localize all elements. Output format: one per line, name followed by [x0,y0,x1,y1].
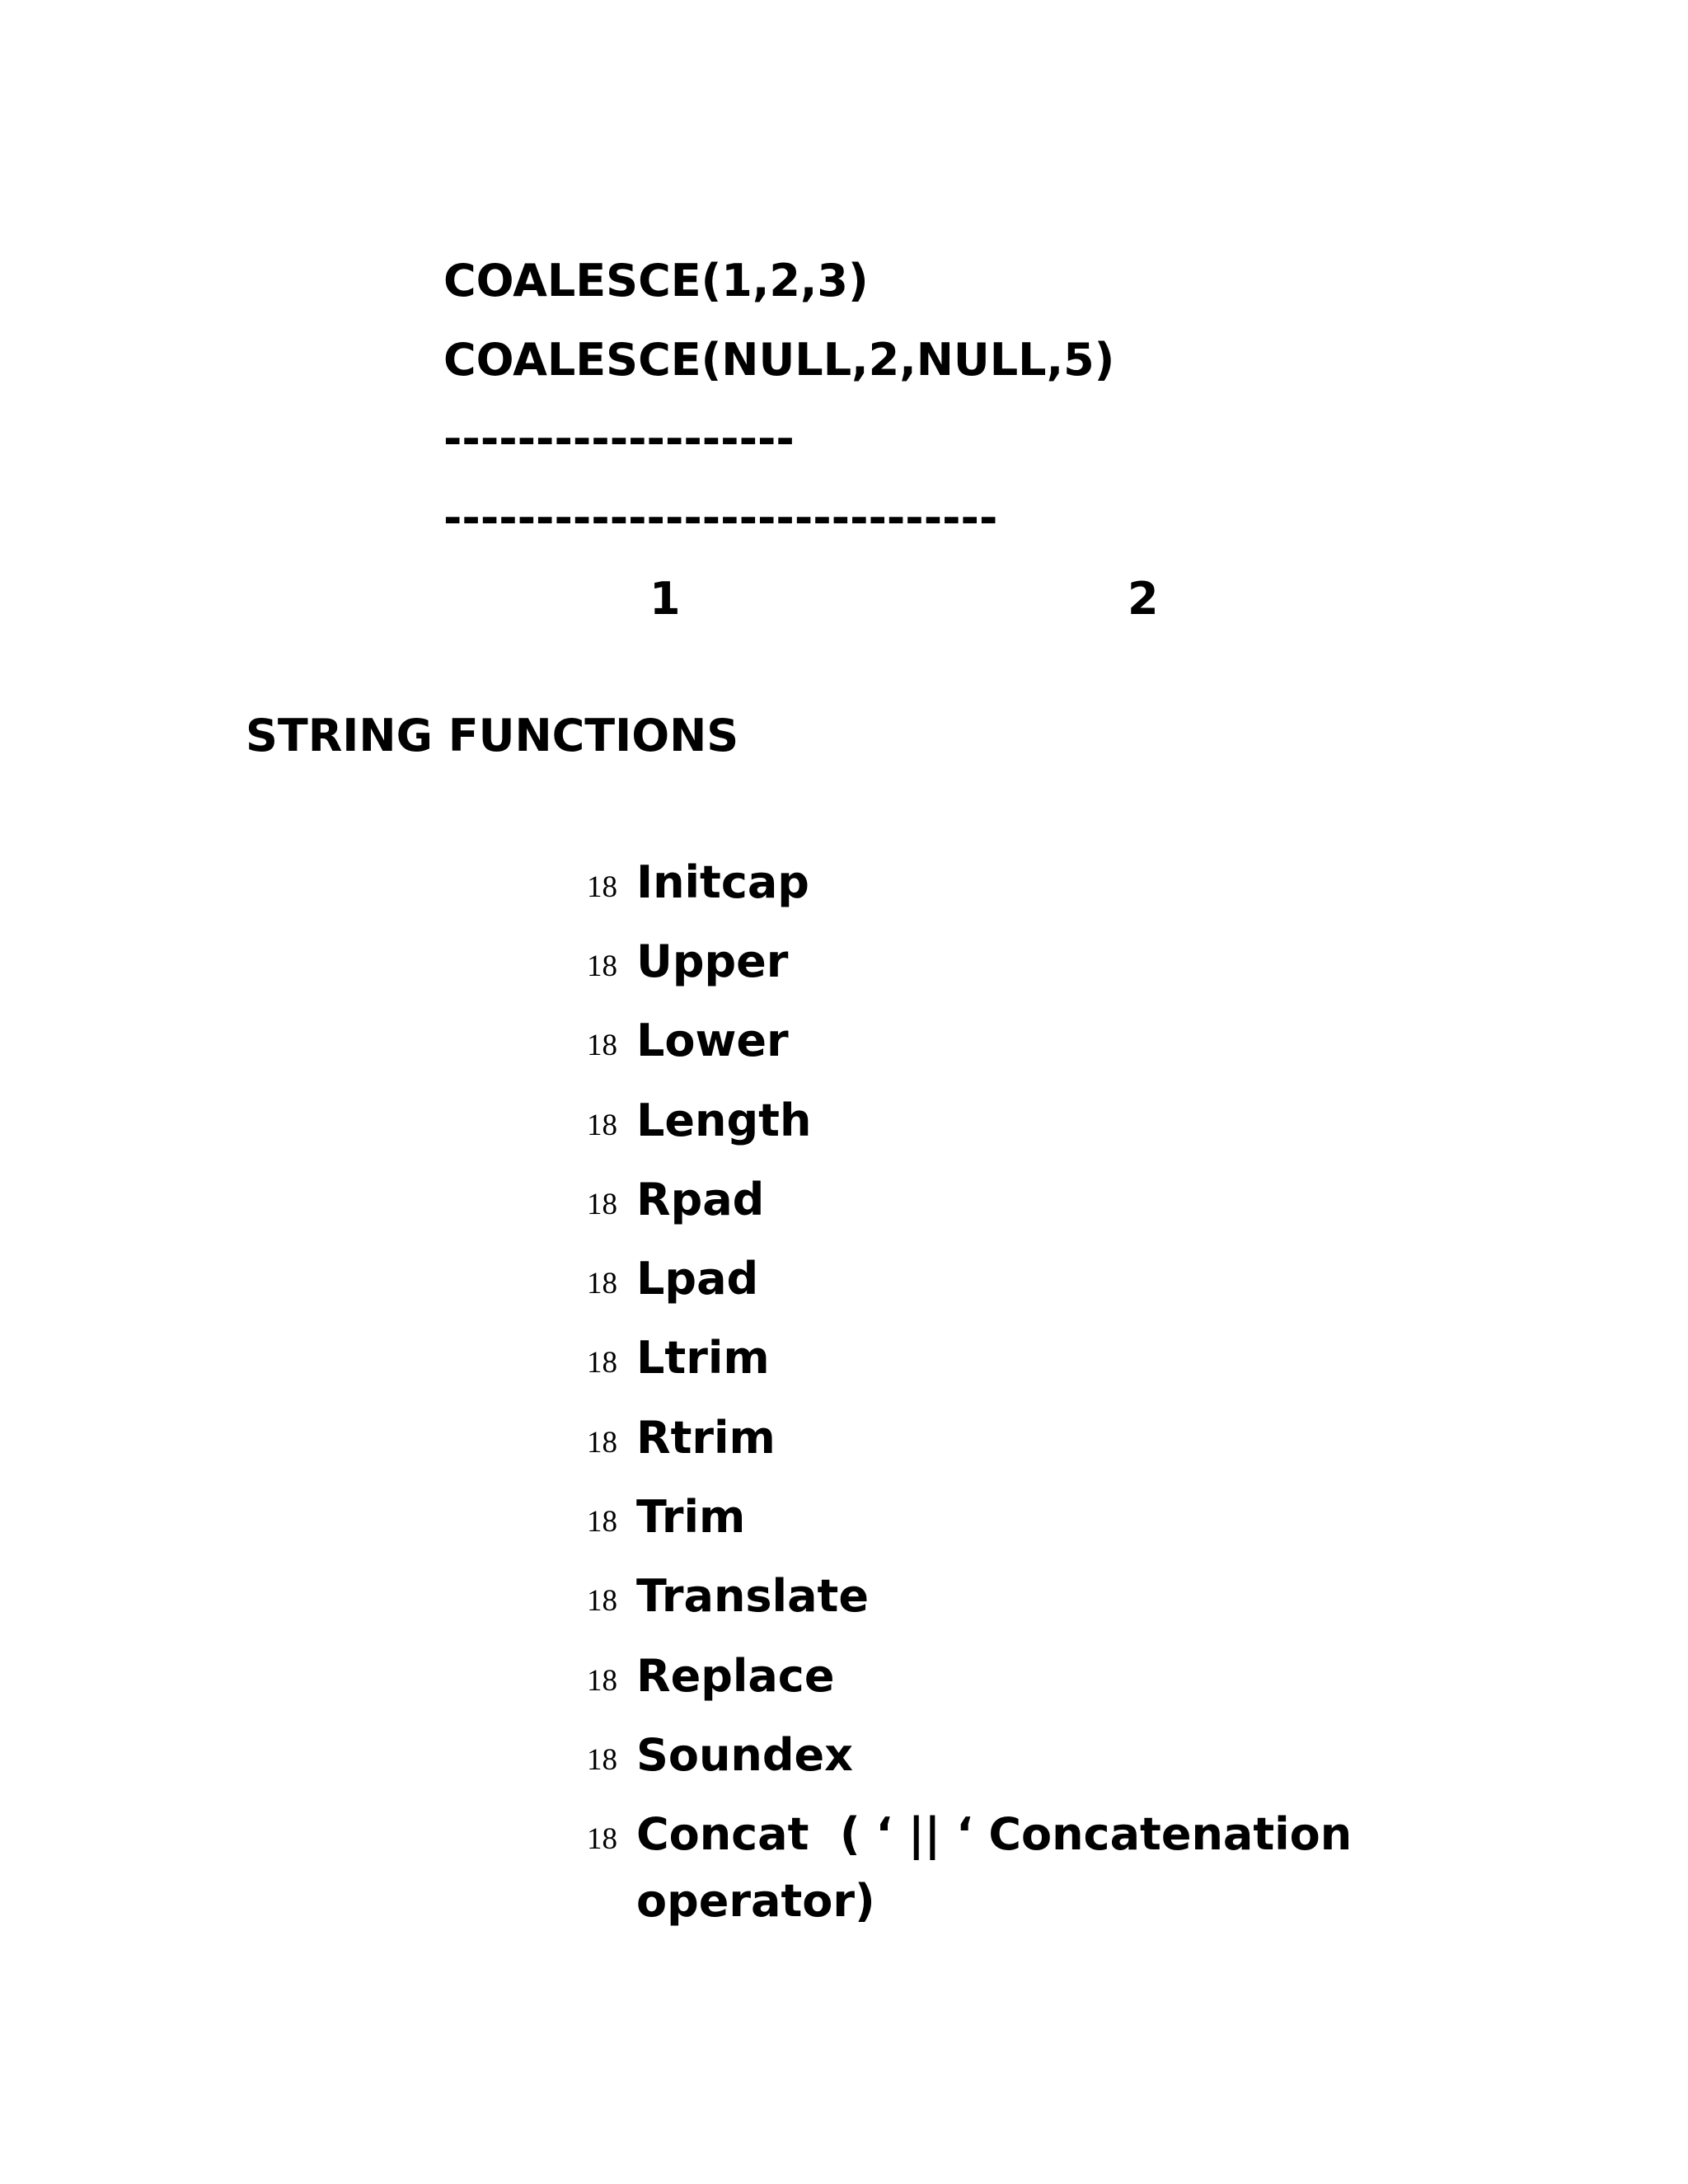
list-item [587,1636,1352,1715]
list-item-label: Soundex [636,1728,853,1781]
list-item-label: Length [636,1094,812,1146]
bullet-marker: 18 [587,1742,617,1777]
list-item [587,1319,1352,1398]
bullet-marker: 18 [587,869,617,904]
list-item [587,1001,1352,1080]
list-item [587,1715,1352,1794]
code-line-coalesce-1: COALESCE(1,2,3) [443,255,869,307]
code-line-coalesce-2: COALESCE(NULL,2,NULL,5) [443,334,1115,386]
bullet-marker: 18 [587,1187,617,1221]
list-item-label: Lpad [636,1253,759,1305]
bullet-marker: 18 [587,1346,617,1380]
list-item [587,1795,1352,1874]
list-item-label: Trim [636,1491,746,1544]
bullet-marker: 18 [587,1822,617,1857]
list-item [587,1239,1352,1318]
list-item [587,1398,1352,1477]
list-item-label: Concat ( ‘ || ‘ Concatenation [636,1808,1353,1861]
list-item [587,1477,1352,1556]
list-item [587,1557,1352,1636]
string-functions-list [587,842,1352,1874]
list-item [587,842,1352,921]
bullet-marker: 18 [587,1267,617,1301]
bullet-marker: 18 [587,1029,617,1063]
list-item [587,1080,1352,1160]
bullet-marker: 18 [587,1505,617,1540]
bullet-marker: 18 [587,949,617,983]
bullet-marker: 18 [587,1108,617,1142]
list-item-label: Initcap [636,855,809,908]
list-item-continuation: operator) [636,1875,875,1927]
list-item-label: Upper [636,935,789,987]
list-item-label: Ltrim [636,1332,770,1385]
result-value-1: 1 [649,573,681,625]
list-item-label: Lower [636,1015,789,1067]
separator-line-1: ------------------- [443,413,795,465]
list-item-label: Rtrim [636,1411,776,1464]
section-heading: STRING FUNCTIONS [246,710,739,762]
list-item [587,921,1352,1001]
list-item-label: Translate [636,1570,869,1623]
result-value-2: 2 [1128,573,1159,625]
bullet-marker: 18 [587,1584,617,1619]
bullet-marker: 18 [587,1425,617,1460]
list-item [587,1160,1352,1239]
list-item-label: Rpad [636,1173,765,1226]
bullet-marker: 18 [587,1663,617,1698]
list-item-label: Replace [636,1649,835,1702]
separator-line-2: ------------------------------ [443,492,998,544]
